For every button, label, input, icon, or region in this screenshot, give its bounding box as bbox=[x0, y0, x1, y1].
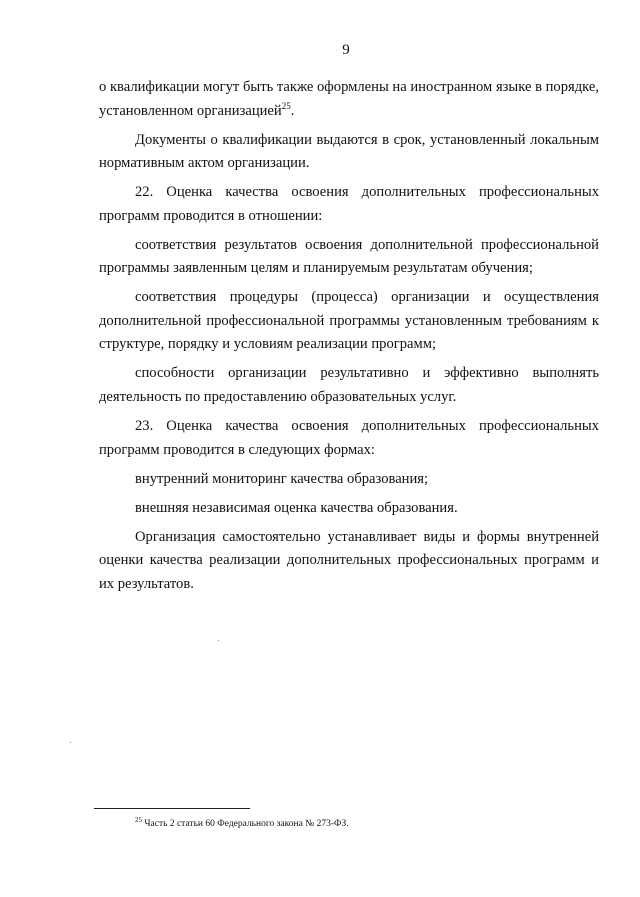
scan-speck bbox=[218, 640, 219, 641]
footnote-text: Часть 2 статьи 60 Федерального закона № 273-ФЗ. bbox=[144, 819, 349, 829]
paragraph-organization-ability: способности организации результативно и эффективно выполнять деятельность по предоставлению образовательных услуг. bbox=[99, 365, 599, 405]
paragraph-documents-issue: Документы о квалификации выдаются в срок, установленный локальным нормативным актом организации. bbox=[99, 131, 599, 172]
paragraph-tail: . bbox=[290, 102, 295, 119]
paragraph-results-compliance: соответствия результатов освоения дополнительной профессиональной программы заявленным целям и планируемым результатам обучения; bbox=[99, 236, 599, 277]
paragraph-procedure-compliance: соответствия процедуры (процесса) организации и осуществления дополнительной профессиональной программы установленным требованиям к структуре, порядку и условиям реализации программ; bbox=[99, 289, 599, 353]
paragraph-self-assessment: Организация самостоятельно устанавливает виды и формы внутренней оценки качества реализации дополнительных профессиональных программ и их результатов. bbox=[99, 528, 599, 592]
footnote-marker: 25 bbox=[135, 815, 142, 824]
scan-speck bbox=[70, 742, 71, 743]
paragraph-item-23: 23. Оценка качества освоения дополнительных профессиональных программ проводится в следующих формах: bbox=[99, 418, 599, 458]
footnote-separator bbox=[94, 808, 250, 809]
footnote-reference: 25 bbox=[281, 100, 291, 111]
paragraph-text: о квалификации могут быть также оформлены на иностранном языке в порядке, установленном организацией bbox=[99, 79, 600, 119]
paragraph-internal-monitoring: внутренний мониторинг качества образования; bbox=[135, 470, 429, 487]
paragraph-external-assessment: внешняя независимая оценка качества образования. bbox=[135, 499, 458, 516]
document-body bbox=[99, 76, 599, 602]
footnote bbox=[135, 815, 349, 830]
paragraph-qualification-language bbox=[99, 76, 599, 123]
page-number: 9 bbox=[342, 42, 350, 58]
paragraph-item-22: 22. Оценка качества освоения дополнительных профессиональных программ проводится в отношении: bbox=[99, 184, 599, 224]
